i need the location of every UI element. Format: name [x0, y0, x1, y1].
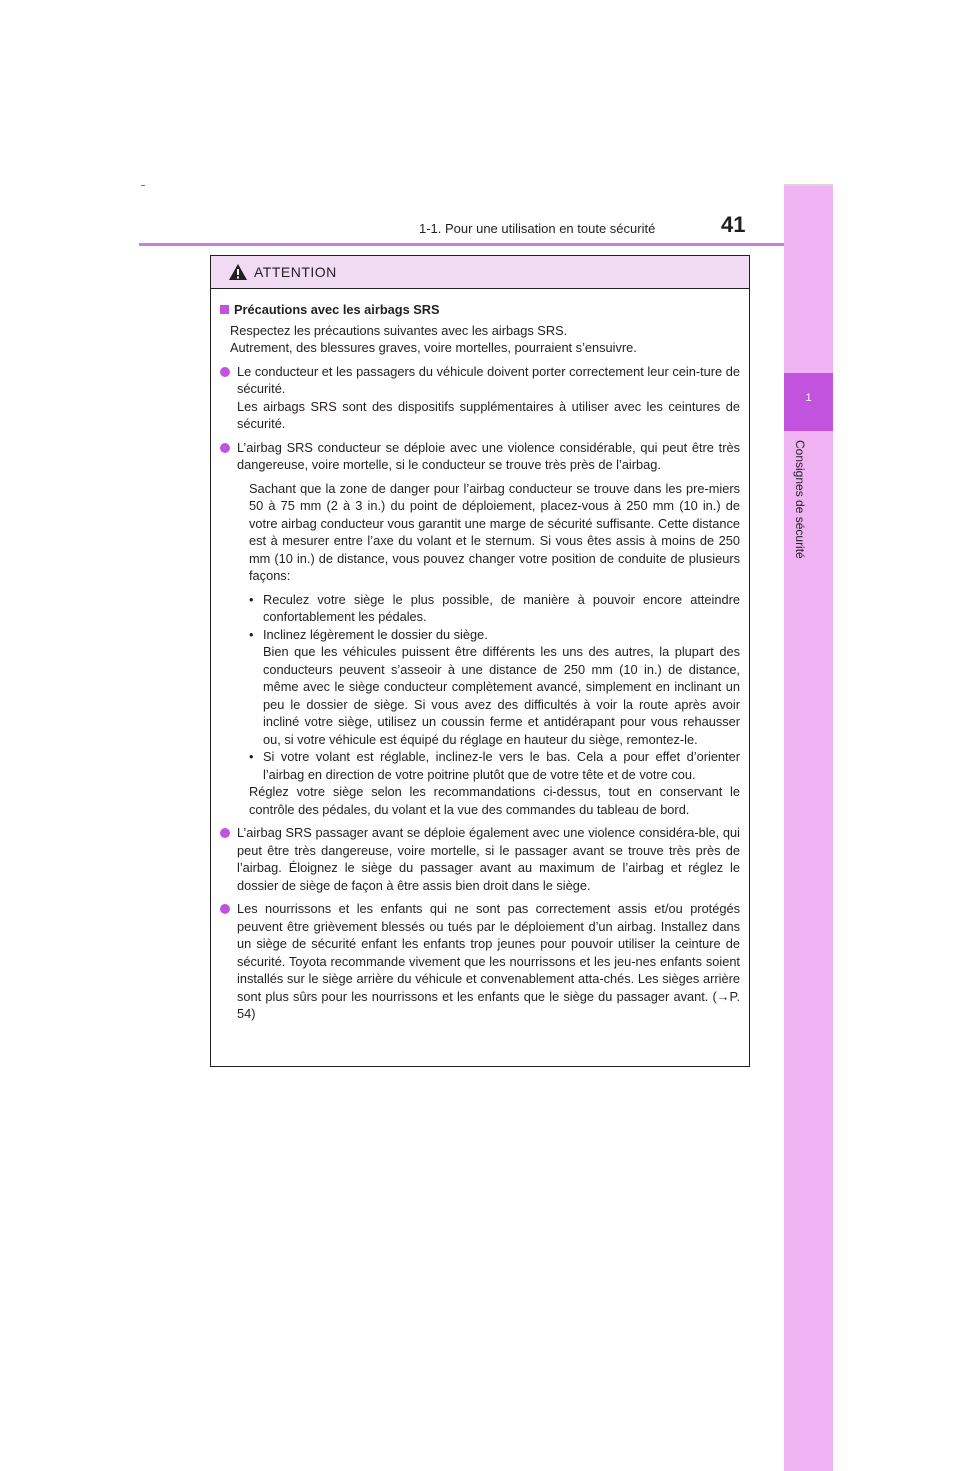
circle-bullet-icon — [220, 367, 230, 377]
item-text: Les nourrissons et les enfants qui ne sont pas correctement assis et/ou protégés peuvent être grièvement blessés ou tués par le déploiement d’un airbag. Installez dans un siège de sécurité enfant les enfants trop jeunes pour pouvoir utiliser la ceinture de sécurité. Toyota recommande vivement que les nourrissons et les jeu-nes enfants soient installés sur le siège arrière du véhicule et convenablement atta-chés. Les sièges arrière sont plus sûrs pour les nourrissons et les enfants que le siège du passager avant. (→P. 54) — [237, 901, 740, 1021]
intro-line: Respectez les précautions suivantes avec les airbags SRS. — [230, 322, 568, 338]
sub-item-text: Reculez votre siège le plus possible, de manière à pouvoir encore atteindre confortablement les pédales. — [263, 591, 740, 624]
side-tab-top-edge — [784, 184, 833, 186]
warning-title: ATTENTION — [254, 264, 337, 280]
sub-item-detail: Bien que les véhicules puissent être différents les uns des autres, la plupart des conducteurs peuvent s’asseoir à une distance de 250 mm (10 in.) de distance, même avec le siège conducteur complètement avancé, simplement en inclinant un peu le dossier de siège. Si vous avez des difficultés à voir la route après avoir incliné votre siège, utilisez un coussin ferme et antidérapant pour vous rehausser ou, si votre véhicule est équipé du réglage en hauteur du siège, remontez-le. — [263, 644, 740, 747]
dot-bullet: • — [249, 591, 254, 607]
item-text: L’airbag SRS conducteur se déploie avec une violence considérable, qui peut être très dangereuse, voire mortelle, si le conducteur se trouve très près de l’airbag. — [237, 439, 740, 472]
header-rule — [139, 243, 833, 246]
circle-bullet-icon — [220, 904, 230, 914]
item-text: Les airbags SRS sont des dispositifs supplémentaires à utiliser avec les ceintures de sécurité. — [237, 398, 740, 431]
intro-line: Autrement, des blessures graves, voire mortelles, pourraient s’ensuivre. — [230, 340, 637, 355]
list-item — [220, 363, 740, 433]
sub-item-text: Inclinez légèrement le dossier du siège. — [263, 626, 488, 642]
sub-list-item — [249, 591, 740, 626]
sub-list-item — [249, 626, 740, 749]
item-text: Le conducteur et les passagers du véhicule doivent porter correctement leur cein-ture de sécurité. — [237, 363, 740, 396]
intro-text — [220, 322, 740, 357]
list-item — [220, 439, 740, 474]
dot-bullet: • — [249, 626, 254, 642]
warning-body — [211, 289, 749, 1023]
sub-item-text: Si votre volant est réglable, inclinez-le vers le bas. Cela a pour effet d’orienter l’airbag en direction de votre poitrine plutôt que de votre tête et de votre cou. — [263, 749, 740, 782]
dot-bullet: • — [249, 749, 254, 764]
circle-bullet-icon — [220, 443, 230, 453]
square-bullet-icon — [220, 305, 229, 314]
top-mark — [141, 185, 145, 186]
chapter-label: Consignes de sécurité — [793, 440, 807, 559]
page-number: 41 — [721, 212, 746, 237]
list-item — [220, 824, 740, 894]
section-header-title: 1-1. Pour une utilisation en toute sécurité — [419, 221, 656, 236]
section-heading — [220, 301, 740, 319]
sub-list-item — [249, 748, 740, 783]
warning-header — [211, 256, 749, 289]
section-heading-text: Précautions avec les airbags SRS — [234, 302, 440, 317]
paragraph: Sachant que la zone de danger pour l’airbag conducteur se trouve dans les pre-miers 50 à 75 mm (2 à 3 in.) du point de déploiement, placez-vous à 250 mm (10 in.) de votre airbag conducteur vous garantit une marge de sécurité suffisante. Cette distance est à mesurer entre l’axe du volant et le sternum. Si vous êtes assis à moins de 250 mm (10 in.) de distance, vous pouvez changer votre position de conduite de plusieurs façons: — [249, 480, 740, 583]
sub-list — [220, 591, 740, 784]
item-text: L’airbag SRS passager avant se déploie également avec une violence considéra-ble, qui peut être très dangereuse, voire mortelle, si le passager avant se trouve très près de l’airbag. Éloignez le siège du passager avant au maximum de l’airbag et réglez le dossier de siège de façon à être assis bien droit dans le siège. — [237, 825, 740, 893]
chapter-number: 1 — [805, 392, 812, 404]
paragraph: Réglez votre siège selon les recommandations ci-dessus, tout en conservant le contrôle des pédales, du volant et la vue des commandes du tableau de bord. — [249, 784, 740, 817]
circle-bullet-icon — [220, 828, 230, 838]
warning-triangle-icon — [228, 263, 248, 281]
warning-box — [210, 255, 750, 1067]
list-item — [220, 900, 740, 1023]
